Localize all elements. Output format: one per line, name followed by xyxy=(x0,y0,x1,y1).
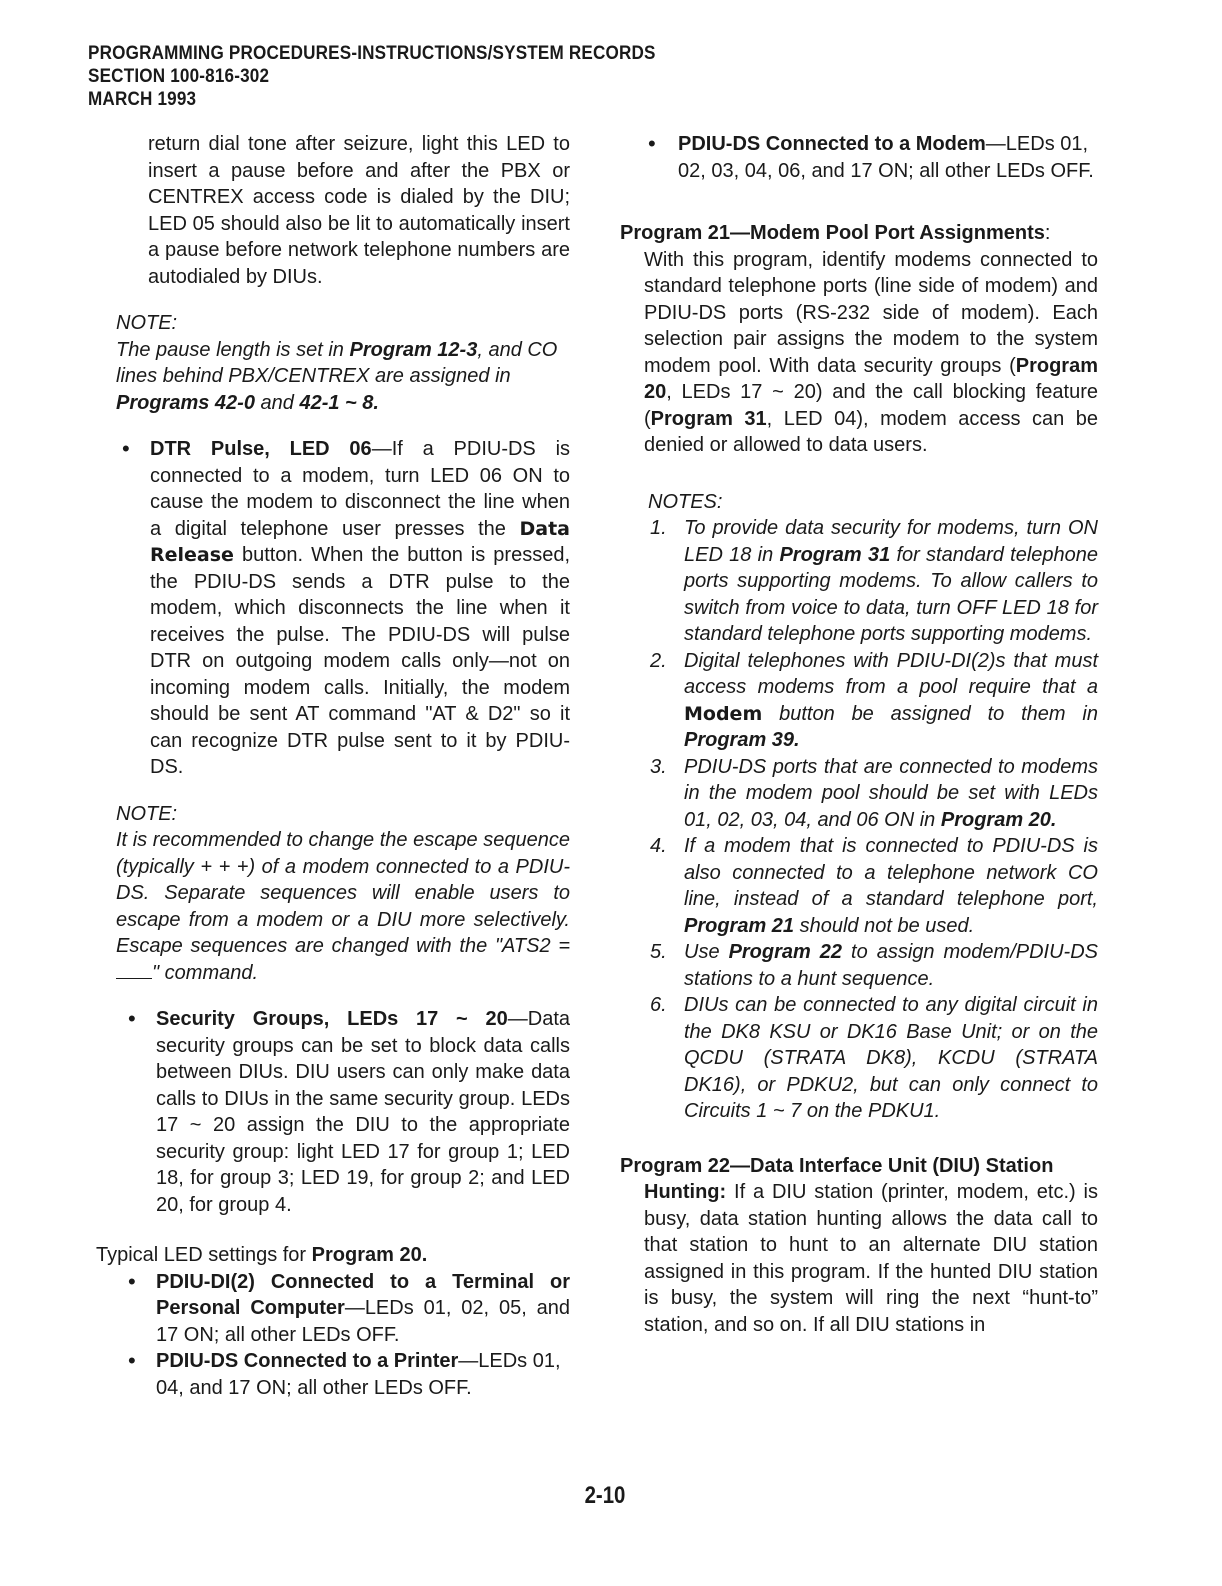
pdiu-ds-printer-item: • PDIU-DS Connected to a Printer—LEDs 01, 04, and 17 ON; all other LEDs OFF. xyxy=(88,1348,570,1401)
note-item: 6. DIUs can be connected to any digital circuit in the DK8 KSU or DK16 Base Unit; or on the QCDU (STRATA DK8), KCDU (STRATA DK16), or PDKU2, but can only connect to Circuits 1 ~ 7 on the PDKU1. xyxy=(650,994,1098,1122)
notes-list xyxy=(620,515,1098,1125)
program-22-body: Hunting: If a DIU station (printer, modem, etc.) is busy, data station hunting allows the data call to that station to hunt to an alternate DIU station assigned in this program. If the hunted DIU station is busy, the system will ring the next “hunt-to” station, and so on. If all DIU stations in xyxy=(644,1181,1098,1336)
note-item: 1. To provide data security for modems, turn ON LED 18 in Program 31 for standard telephone ports supporting modems. To allow callers to switch from voice to data, turn OFF LED 18 for standard telephone ports supporting modems. xyxy=(650,517,1098,645)
note-escape-sequence: It is recommended to change the escape sequence (typically + + +) of a modem connected to a PDIU-DS. Separate sequences will enable users to escape from a modem or a DIU more selectively. Escape sequences are changed with the "ATS2 = " command. xyxy=(116,829,570,984)
modem-key: Modem xyxy=(684,702,763,725)
typical-led-settings: Typical LED settings for Program 20. xyxy=(96,1244,428,1266)
notes-label: NOTES: xyxy=(648,490,723,513)
pdiu-ds-modem-item: • PDIU-DS Connected to a Modem—LEDs 01, 02, 03, 04, 06, and 17 ON; all other LEDs OFF. xyxy=(620,131,1098,184)
program-22-section xyxy=(620,1153,1098,1180)
note-label: NOTE: xyxy=(116,802,178,825)
note-item: 3. PDIU-DS ports that are connected to modems in the modem pool should be set with LEDs 01, 02, 03, 04, and 06 ON in Program 20. xyxy=(650,755,1098,831)
note-label: NOTE: xyxy=(116,312,178,334)
data-release-key: Data Release xyxy=(150,517,570,566)
program-21-section: Program 21—Modem Pool Port Assignments: xyxy=(620,222,1051,244)
note-item: 4. If a modem that is connected to PDIU-DS is also connected to a telephone network CO line, instead of a standard telephone port, Program 21 should not be used. xyxy=(650,835,1098,937)
pdiu-di-terminal-item: • PDIU-DI(2) Connected to a Terminal or Personal Computer—LEDs 01, 02, 05, and 17 ON; all other LEDs OFF. xyxy=(88,1269,570,1349)
intro-paragraph: return dial tone after seizure, light this LED to insert a pause before and after the PBX or CENTREX access code is dialed by the DIU; LED 05 should also be lit to automatically insert a pause before network telephone numbers are autodialed by DIUs. xyxy=(148,133,570,288)
header-section: SECTION 100-816-302 xyxy=(88,66,270,87)
blank-line xyxy=(116,962,152,979)
program-22-heading: Program 22—Data Interface Unit (DIU) Station xyxy=(620,1154,1054,1177)
dtr-pulse-item: • DTR Pulse, LED 06—If a PDIU-DS is connected to a modem, turn LED 06 ON to cause the modem to disconnect the line when a digital telephone user presses the Data Release button. When the button is pressed, the PDIU-DS sends a DTR pulse to the modem, which disconnects the line when it receives the pulse. The PDIU-DS will pulse DTR on outgoing modem calls only—not on incoming modem calls. Initially, the modem should be sent AT command "AT & D2" so it can recognize DTR pulse sent to it by PDIU-DS. xyxy=(88,436,570,781)
page-header xyxy=(88,42,656,111)
note-item: 2. Digital telephones with PDIU-DI(2)s that must access modems from a pool require that a Modem button be assigned to them in Program 39. xyxy=(650,649,1098,751)
right-column xyxy=(620,131,1098,1338)
header-date: MARCH 1993 xyxy=(88,89,197,110)
program-21-body: With this program, identify modems connected to standard telephone ports (line side of modem) and PDIU-DS ports (RS-232 side of modem). Each selection pair assigns the modem to the system modem pool. With data security groups (Program 20, LEDs 17 ~ 20) and the call blocking feature (Program 31, LED 04), modem access can be denied or allowed to data users. xyxy=(644,248,1098,456)
left-column xyxy=(88,131,570,1401)
page-number: 2-10 xyxy=(584,1482,626,1509)
header-title: PROGRAMMING PROCEDURES-INSTRUCTIONS/SYSTEM RECORDS xyxy=(88,43,656,64)
program-21-heading: Program 21—Modem Pool Port Assignments xyxy=(620,222,1045,244)
note-pause-length: The pause length is set in Program 12-3, and CO lines behind PBX/CENTREX are assigned in Programs 42-0 and 42-1 ~ 8. xyxy=(116,338,558,414)
note-item: 5. Use Program 22 to assign modem/PDIU-DS stations to a hunt sequence. xyxy=(650,941,1098,990)
security-groups-item: • Security Groups, LEDs 17 ~ 20—Data security groups can be set to block data calls between DIUs. DIU users can only make data calls to DIUs in the same security group. LEDs 17 ~ 20 assign the DIU to the appropriate security group: light LED 17 for group 1; LED 18, for group 3; LED 19, for group 2; and LED 20, for group 4. xyxy=(88,1006,570,1218)
